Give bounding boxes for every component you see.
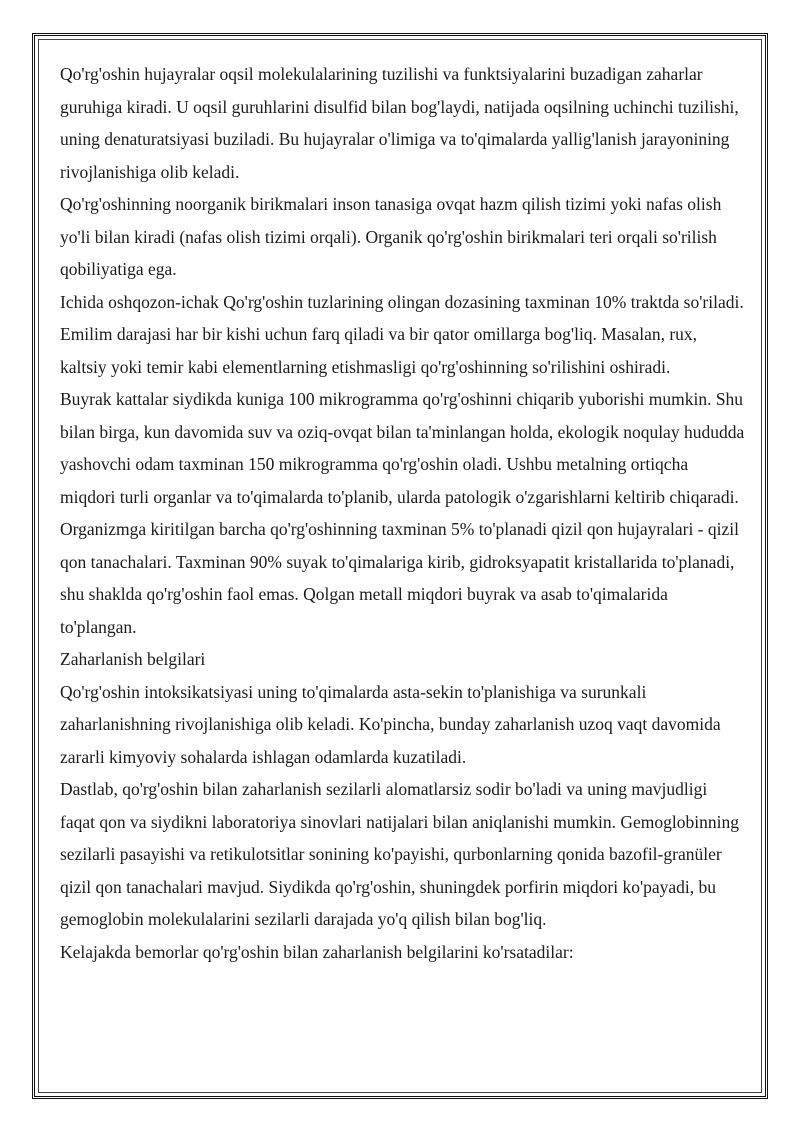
document-body: [60, 58, 746, 968]
paragraph: Dastlab, qo'rg'oshin bilan zaharlanish sezilarli alomatlarsiz sodir bo'ladi va uning mavjudligi faqat qon va siydikni laboratoriya sinovlari natijalari bilan aniqlanishi mumkin. Gemoglobinning sezilarli pasayishi va retikulotsitlar sonining ko'payishi, qurbonlarning qonida bazofil-granüler qizil qon tanachalari mavjud. Siydikda qo'rg'oshin, shuningdek porfirin miqdori ko'payadi, bu gemoglobin molekulalarini sezilarli darajada yo'q qilish bilan bog'liq.: [60, 779, 739, 929]
paragraph: Qo'rg'oshin intoksikatsiyasi uning to'qimalarda asta-sekin to'planishiga va surunkali zaharlanishning rivojlanishiga olib keladi. Ko'pincha, bunday zaharlanish uzoq vaqt davomida zararli kimyoviy sohalarda ishlagan odamlarda kuzatiladi.: [60, 681, 721, 767]
paragraph: Buyrak kattalar siydikda kuniga 100 mikrogramma qo'rg'oshinni chiqarib yuborishi mumkin. Shu bilan birga, kun davomida suv va oziq-ovqat bilan ta'minlangan holda, ekologik noqulay hududda yashovchi odam taxminan 150 mikrogramma qo'rg'oshin oladi. Ushbu metalning ortiqcha miqdori turli organlar va to'qimalarda to'planib, ularda patologik o'zgarishlarni keltirib chiqaradi.: [60, 389, 745, 507]
paragraph: Ichida oshqozon-ichak Qo'rg'oshin tuzlarining olingan dozasining taxminan 10% traktda so'riladi. Emilim darajasi har bir kishi uchun farq qiladi va bir qator omillarga bog'liq. Masalan, rux, kaltsiy yoki temir kabi elementlarning etishmasligi qo'rg'oshinning so'rilishini oshiradi.: [60, 291, 744, 377]
section-heading: Zaharlanish belgilari: [60, 649, 206, 669]
paragraph: Qo'rg'oshin hujayralar oqsil molekulalarining tuzilishi va funktsiyalarini buzadigan zaharlar guruhiga kiradi. U oqsil guruhlarini disulfid bilan bog'laydi, natijada oqsilning uchinchi tuzilishi, uning denaturatsiyasi buziladi. Bu hujayralar o'limiga va to'qimalarda yallig'lanish jarayonining rivojlanishiga olib keladi.: [60, 64, 739, 182]
paragraph: Qo'rg'oshinning noorganik birikmalari inson tanasiga ovqat hazm qilish tizimi yoki nafas olish yo'li bilan kiradi (nafas olish tizimi orqali). Organik qo'rg'oshin birikmalari teri orqali so'rilish qobiliyatiga ega.: [60, 194, 722, 279]
paragraph: Kelajakda bemorlar qo'rg'oshin bilan zaharlanish belgilarini ko'rsatadilar:: [60, 941, 574, 962]
paragraph: Organizmga kiritilgan barcha qo'rg'oshinning taxminan 5% to'planadi qizil qon hujayralari - qizil qon tanachalari. Taxminan 90% suyak to'qimalariga kirib, gidroksyapatit kristallarida to'planadi, shu shaklda qo'rg'oshin faol emas. Qolgan metall miqdori buyrak va asab to'qimalarida to'plangan.: [60, 519, 739, 637]
